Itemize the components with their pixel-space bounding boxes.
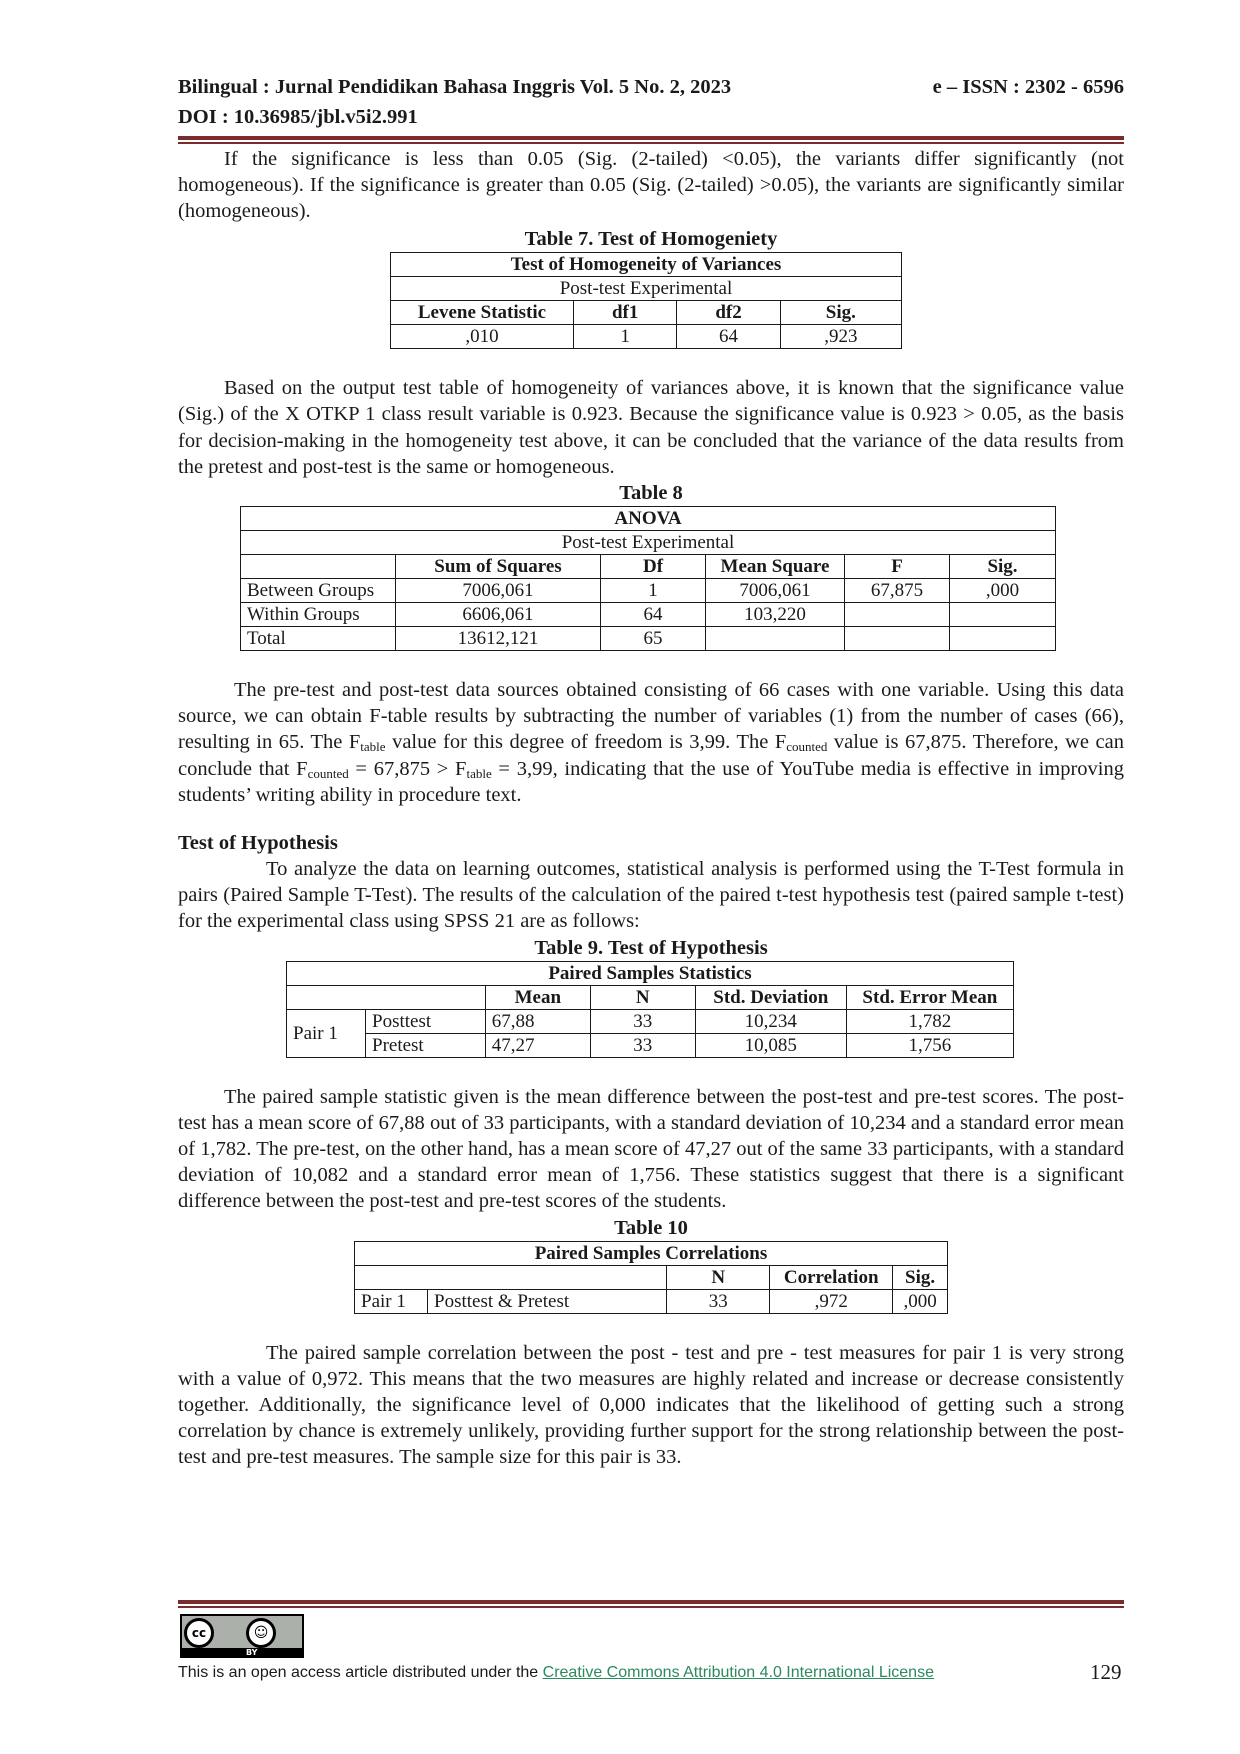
- table-header: df2: [677, 301, 780, 325]
- page-number: 129: [1090, 1660, 1122, 1684]
- table-header: Mean Square: [706, 554, 845, 578]
- table-cell: 67,875: [845, 578, 950, 602]
- table-cell: 10,234: [695, 1009, 846, 1033]
- table-cell: 33: [590, 1033, 695, 1057]
- table-cell: 103,220: [706, 602, 845, 626]
- table-row: [287, 1033, 1014, 1057]
- journal-title: Bilingual : Jurnal Pendidikan Bahasa Inggris Vol. 5 No. 2, 2023: [178, 76, 732, 98]
- table-cell: 13612,121: [396, 626, 601, 650]
- table-cell: 1: [601, 578, 706, 602]
- table-row: [241, 578, 1056, 602]
- header-rule-thin: [178, 142, 1124, 144]
- table-row: [355, 1289, 948, 1313]
- table-row: [287, 1009, 1014, 1033]
- table-cell: Posttest & Pretest: [428, 1289, 667, 1313]
- table-header: [241, 554, 396, 578]
- section-title: Test of Hypothesis: [178, 831, 338, 854]
- table10-caption: Table 10: [614, 1216, 688, 1239]
- table-cell: Total: [241, 626, 396, 650]
- table-cell: 7006,061: [706, 578, 845, 602]
- paragraph-significance: If the significance is less than 0.05 (Sig. (2-tailed) <0.05), the variants differ significantly (not homogeneous). If the significance is greater than 0.05 (Sig. (2-tailed) >0.05), the variants are significantly similar (homogeneous).: [178, 147, 1124, 222]
- attribution-person-icon: ☺: [246, 1618, 276, 1648]
- table8-title: ANOVA: [241, 506, 1056, 530]
- table-header: Sig.: [950, 554, 1056, 578]
- table-cell: Posttest: [366, 1009, 486, 1033]
- footer-rule: [178, 1600, 1124, 1604]
- table-cell: [950, 602, 1056, 626]
- table-cell: ,000: [950, 578, 1056, 602]
- by-label: BY: [246, 1648, 258, 1657]
- table-cell: ,010: [391, 325, 574, 349]
- table-cell: [706, 626, 845, 650]
- table10: [354, 1241, 948, 1314]
- table-cell: 7006,061: [396, 578, 601, 602]
- table-cell: 33: [667, 1289, 770, 1313]
- table-row: [241, 602, 1056, 626]
- table-header: Sum of Squares: [396, 554, 601, 578]
- page-content: [178, 72, 1124, 1471]
- table-row: [241, 626, 1056, 650]
- table-cell: 10,085: [695, 1033, 846, 1057]
- footer-rule-thin: [178, 1606, 1124, 1608]
- table7-subtitle: Post-test Experimental: [391, 277, 902, 301]
- table9-caption: Table 9. Test of Hypothesis: [534, 936, 768, 959]
- table-cell: [845, 602, 950, 626]
- table-header: Std. Deviation: [695, 985, 846, 1009]
- paragraph-ftable: The pre-test and post-test data sources obtained consisting of 66 cases with one variable. Using this data source, we can obtain F-table results by subtracting the number of variables (1) from the number of cases (66), resulting in 65. The $F_{table}$ value for this degree of freedom is 3,99. The $F_{counted}$ value is 67,875. Therefore, we can conclude that $F_{counted} = 67,875 > F_{table} = 3,99$, indicating that the use of YouTube media is effective in improving students’ writing ability in procedure text.: [178, 678, 1124, 806]
- paragraph-paired-stats: The paired sample statistic given is the mean difference between the post-test and pre-test scores. The post-test has a mean score of 67,88 out of 33 participants, with a standard deviation of 10,234 and a standard error mean of 1,782. The pre-test, on the other hand, has a mean score of 47,27 out of the same 33 participants, with a standard deviation of 10,082 and a standard error mean of 1,756. These statistics suggest that there is a significant difference between the post-test and pre-test scores of the students.: [178, 1085, 1124, 1213]
- table-cell: [950, 626, 1056, 650]
- table-cell: 65: [601, 626, 706, 650]
- table-cell: 6606,061: [396, 602, 601, 626]
- table-cell: ,923: [780, 325, 901, 349]
- table7-caption: Table 7. Test of Homogeniety: [524, 228, 778, 251]
- table10-title: Paired Samples Correlations: [355, 1241, 948, 1265]
- table-cell: [845, 626, 950, 650]
- table-cell: Pretest: [366, 1033, 486, 1057]
- table-header: N: [590, 985, 695, 1009]
- table-cell: Pair 1: [287, 1009, 366, 1057]
- table-header: Sig.: [780, 301, 901, 325]
- table7-title: Test of Homogeneity of Variances: [391, 253, 902, 277]
- table-header: df1: [574, 301, 677, 325]
- table-header: Std. Error Mean: [846, 985, 1013, 1009]
- table-cell: 1: [574, 325, 677, 349]
- table-cell: 1,782: [846, 1009, 1013, 1033]
- table-header: Levene Statistic: [391, 301, 574, 325]
- issn: e – ISSN : 2302 - 6596: [932, 76, 1124, 98]
- table-header: Correlation: [770, 1265, 893, 1289]
- table8-caption: Table 8: [619, 481, 683, 504]
- table7: [390, 252, 902, 349]
- table-cell: 64: [601, 602, 706, 626]
- paragraph-homogeneity: Based on the output test table of homogeneity of variances above, it is known that the significance value (Sig.) of the X OTKP 1 class result variable is 0.923. Because the significance value is 0.923 > 0.05, as the basis for decision-making in the homogeneity test above, it can be concluded that the variance of the data results from the pretest and post-test is the same or homogeneous.: [178, 377, 1124, 478]
- license-link[interactable]: Creative Commons Attribution 4.0 International License: [542, 1664, 934, 1681]
- cc-icon: cc: [184, 1618, 214, 1648]
- table-cell: ,972: [770, 1289, 893, 1313]
- table-cell: 1,756: [846, 1033, 1013, 1057]
- table-header: Df: [601, 554, 706, 578]
- table-header: F: [845, 554, 950, 578]
- running-header: [178, 72, 1124, 132]
- paragraph-ttest: To analyze the data on learning outcomes, statistical analysis is performed using the T-Test formula in pairs (Paired Sample T-Test). The results of the calculation of the paired t-test hypothesis test (paired sample t-test) for the experimental class using SPSS 21 are as follows:: [178, 857, 1124, 933]
- doi: DOI : 10.36985/jbl.v5i2.991: [178, 106, 418, 128]
- table-header: N: [667, 1265, 770, 1289]
- table-cell: 47,27: [485, 1033, 590, 1057]
- table9: [286, 961, 1014, 1058]
- table-cell: 67,88: [485, 1009, 590, 1033]
- table-cell: 33: [590, 1009, 695, 1033]
- table-cell: Pair 1: [355, 1289, 428, 1313]
- table9-title: Paired Samples Statistics: [287, 961, 1014, 985]
- license-notice: This is an open access article distributed under the Creative Commons Attribution 4.0 International License: [178, 1664, 934, 1681]
- table8-subtitle: Post-test Experimental: [241, 530, 1056, 554]
- table-cell: 64: [677, 325, 780, 349]
- cc-by-license-badge[interactable]: [180, 1614, 304, 1658]
- paragraph-correlation: The paired sample correlation between the post - test and pre - test measures for pair 1 is very strong with a value of 0,972. This means that the two measures are highly related and increase or decrease consistently together. Additionally, the significance level of 0,000 indicates that the likelihood of getting such a strong correlation by chance is extremely unlikely, providing further support for the strong relationship between the post-test and pre-test measures. The sample size for this pair is 33.: [178, 1341, 1124, 1469]
- table-header: Mean: [485, 985, 590, 1009]
- table-cell: ,000: [893, 1289, 948, 1313]
- table8-anova: [240, 506, 1056, 651]
- table-cell: Between Groups: [241, 578, 396, 602]
- table-header: Sig.: [893, 1265, 948, 1289]
- header-rule: [178, 136, 1124, 140]
- table-cell: Within Groups: [241, 602, 396, 626]
